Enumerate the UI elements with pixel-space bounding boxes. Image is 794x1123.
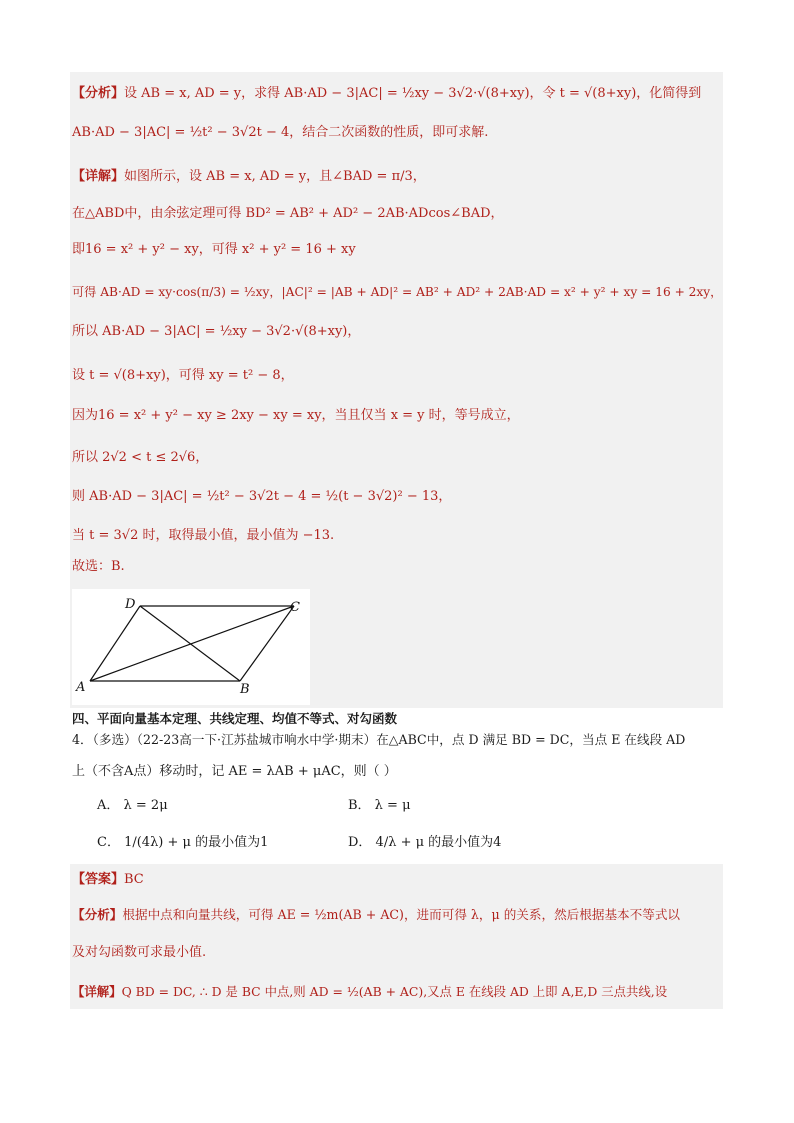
detail-text: 即16 = x² + y² − xy，可得 x² + y² = 16 + xy bbox=[72, 242, 356, 257]
detail-1-line-4 bbox=[72, 283, 722, 301]
edge-bc bbox=[240, 606, 294, 681]
detail-1-line-5 bbox=[72, 323, 360, 341]
detail-text: Q BD = DC, ∴ D 是 BC 中点,则 AD = ½(AB + AC),又点 E 在线段 AD 上即 A,E,D 三点共线,设 bbox=[121, 984, 668, 999]
option-a: A． λ = 2μ bbox=[97, 798, 168, 813]
detail-text: 所以 2√2 < t ≤ 2√6， bbox=[72, 450, 209, 465]
analysis-label: 【分析】 bbox=[72, 907, 123, 922]
detail-1-line-3 bbox=[72, 241, 356, 259]
question-4-line-2: 上（不含A点）移动时，记 AE = λAB + μAC，则（ ） bbox=[72, 764, 397, 779]
question-4-line-1: 4．（多选）（22-23高一下·江苏盐城市响水中学·期末）在△ABC中，点 D 满足 BD = DC，当点 E 在线段 AD bbox=[72, 732, 686, 747]
detail-text: 设 t = √(8+xy)，可得 xy = t² − 8， bbox=[72, 368, 294, 383]
detail-label: 【详解】 bbox=[72, 169, 125, 184]
parallelogram-figure bbox=[72, 589, 310, 705]
detail-text: 当 t = 3√2 时，取得最小值，最小值为 −13. bbox=[72, 528, 335, 543]
analysis-label: 【分析】 bbox=[72, 86, 125, 101]
option-b: B． λ = μ bbox=[348, 798, 411, 813]
option-c: C． 1/(4λ) + μ 的最小值为1 bbox=[97, 835, 269, 850]
analysis-1-line-2 bbox=[72, 124, 488, 142]
answer-line bbox=[72, 871, 144, 889]
detail-1-line-7 bbox=[72, 407, 520, 425]
option-d: D． 4/λ + μ 的最小值为4 bbox=[348, 835, 502, 850]
detail-text: 因为16 = x² + y² − xy ≥ 2xy − xy = xy，当且仅当 x = y 时，等号成立， bbox=[72, 408, 520, 423]
analysis-2-line-2: 及对勾函数可求最小值. bbox=[72, 945, 207, 960]
vertex-label-b: B bbox=[240, 682, 250, 697]
answer-label: 【答案】 bbox=[72, 872, 125, 887]
detail-text: 如图所示，设 AB = x, AD = y，且∠BAD = π/3， bbox=[124, 169, 426, 184]
answer-text: BC bbox=[124, 872, 144, 887]
vertex-label-a: A bbox=[76, 680, 86, 695]
detail-text: 则 AB·AD − 3|AC| = ½t² − 3√2t − 4 = ½(t − 3√2)² − 13， bbox=[72, 489, 452, 504]
detail-1-line-6 bbox=[72, 367, 294, 385]
detail-text: 故选：B. bbox=[72, 559, 125, 574]
detail-2-line-1 bbox=[72, 983, 667, 1001]
detail-1-line-8 bbox=[72, 449, 208, 467]
detail-1-line-10 bbox=[72, 527, 334, 545]
vertex-label-d: D bbox=[125, 597, 136, 612]
detail-1-line-2 bbox=[72, 205, 504, 223]
detail-text: 可得 AB·AD = xy·cos(π/3) = ½xy，|AC|² = |AB + AD|² = AB² + AD² + 2AB·AD = x² + y² + xy = 16 + 2xy， bbox=[72, 285, 723, 299]
analysis-1-line-1 bbox=[72, 85, 701, 103]
detail-label: 【详解】 bbox=[72, 984, 122, 999]
detail-1-line-9 bbox=[72, 488, 451, 506]
diagonal-db bbox=[140, 606, 240, 681]
detail-1-line-11 bbox=[72, 558, 125, 576]
edge-da bbox=[90, 606, 140, 681]
diagonal-ac bbox=[90, 606, 294, 681]
section-heading: 四、平面向量基本定理、共线定理、均值不等式、对勾函数 bbox=[72, 711, 398, 726]
analysis-text-2: AB·AD − 3|AC| = ½t² − 3√2t − 4，结合二次函数的性质，即可求解. bbox=[72, 125, 489, 140]
analysis-2-line-1 bbox=[72, 906, 680, 924]
vertex-label-c: C bbox=[290, 600, 300, 615]
detail-text: 在△ABD中，由余弦定理可得 BD² = AB² + AD² − 2AB·ADcos∠BAD， bbox=[72, 206, 504, 221]
analysis-text: 根据中点和向量共线，可得 AE = ½m(AB + AC)，进而可得 λ，μ 的关系，然后根据基本不等式以 bbox=[122, 907, 681, 922]
analysis-text: 设 AB = x, AD = y，求得 AB·AD − 3|AC| = ½xy − 3√2·√(8+xy)，令 t = √(8+xy)，化简得到 bbox=[124, 86, 702, 101]
detail-1-line-1 bbox=[72, 168, 426, 186]
detail-text: 所以 AB·AD − 3|AC| = ½xy − 3√2·√(8+xy)， bbox=[72, 324, 361, 339]
